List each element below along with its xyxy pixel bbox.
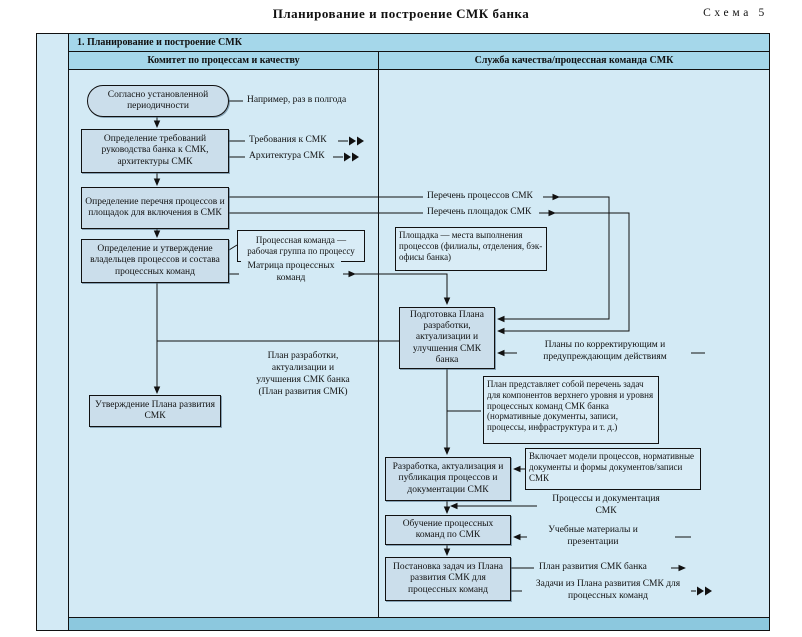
label-output-docs: Процессы и документация СМК [539,494,673,518]
label-input-materials: Учебные материалы и презентации [533,525,653,549]
note-process-team: Процессная команда — рабочая группа по процессу [237,230,365,262]
label-output-requirements: Требования к СМК [249,135,327,145]
scheme-number-label: Схема 5 [703,7,768,19]
label-start-note: Например, раз в полгода [247,95,347,105]
label-output-tasks: Задачи из Плана развития СМК для процессных команд [525,579,691,603]
node-develop-publish: Разработка, актуализация и публикация процессов и документации СМК [385,457,511,501]
label-input-capa-plans: Планы по корректирующим и предупреждающим действиям [519,340,691,364]
note-includes-models: Включает модели процессов, нормативные документы и формы документов/записи СМК [525,448,701,490]
left-margin-strip [37,34,69,630]
node-start-event: Согласно установленной периодичности [87,85,229,117]
label-output-matrix: Матрица процессных команд [241,261,341,285]
label-development-plan: План разработки, актуализации и улучшения СМК банка (План развития СМК) [247,351,359,399]
label-output-process-list: Перечень процессов СМК [427,191,533,201]
label-output-plan: План развития СМК банка [539,562,647,572]
note-site-definition: Площадка — места выполнения процессов (филиалы, отделения, бэк-офисы банка) [395,227,547,271]
page-title: Планирование и построение СМК банка [272,6,530,21]
node-approve-plan: Утверждение Плана развития СМК [89,395,221,427]
chart-header-band: 1. Планирование и построение СМК [69,34,769,52]
node-training: Обучение процессных команд по СМК [385,515,511,545]
lane-header-committee: Комитет по процессам и качеству [69,52,378,70]
node-define-processes: Определение перечня процессов и площадок для включения в СМК [81,187,229,229]
node-prepare-plan: Подготовка Плана разработки, актуализации и улучшения СМК банка [399,307,495,369]
label-output-architecture: Архитектура СМК [249,151,325,161]
note-plan-description: План представляет собой перечень задач для компонентов верхнего уровня и уровня процессных команд СМК банка (нормативные документы, записи, процессы, инфраструктура и т. д.) [483,376,659,444]
node-set-tasks: Постановка задач из Плана развития СМК для процессных команд [385,557,511,601]
node-define-requirements: Определение требований руководства банка к СМК, архитектуры СМК [81,129,229,173]
node-assign-owners: Определение и утверждение владельцев процессов и состава процессных команд [81,239,229,283]
lane-header-quality-service: Служба качества/процессная команда СМК [378,52,769,70]
label-output-site-list: Перечень площадок СМК [427,207,532,217]
flowchart-frame [36,33,770,631]
lane-divider [378,70,379,617]
bottom-bar [69,617,769,630]
